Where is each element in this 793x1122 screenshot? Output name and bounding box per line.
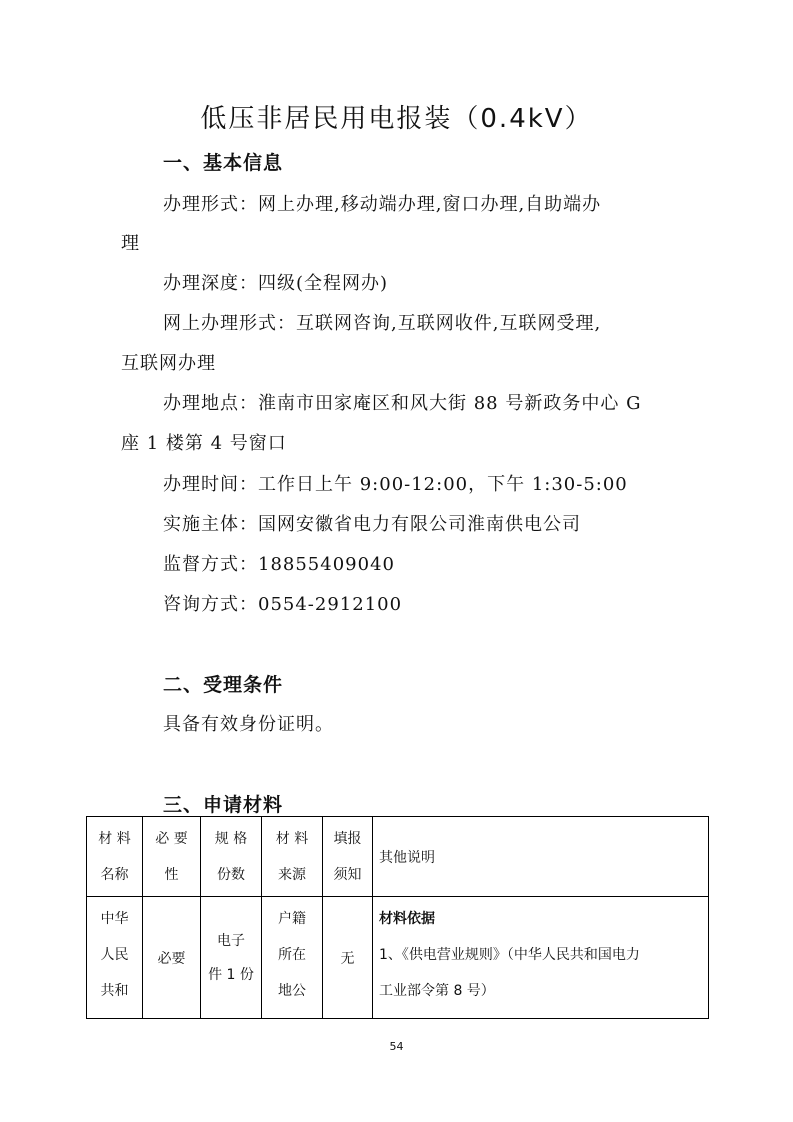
materials-table	[86, 816, 709, 1019]
cell-material-name: 中华 人民 共和	[87, 897, 143, 1019]
location-line2: 座 1 楼第 4 号窗口	[121, 433, 287, 454]
table-header-row	[87, 817, 709, 897]
cell-other-notes	[373, 897, 709, 1019]
cell-notice: 无	[323, 897, 373, 1019]
location-line1: 办理地点：淮南市田家庵区和风大街 88 号新政务中心 G	[163, 393, 642, 414]
table-row	[87, 897, 709, 1019]
header-material-name: 材 料 名称	[87, 817, 143, 897]
cell-required: 必要	[143, 897, 201, 1019]
header-spec: 规 格 份数	[201, 817, 262, 897]
handling-form-line2: 理	[121, 233, 140, 254]
header-other-notes: 其他说明	[373, 817, 709, 897]
consult-contact: 咨询方式：0554-2912100	[163, 594, 403, 615]
document-title: 低压非居民用电报装（0.4kV）	[200, 104, 593, 134]
supervision-contact: 监督方式：18855409040	[163, 554, 395, 575]
header-notice: 填报 须知	[323, 817, 373, 897]
material-basis-line1: 1、《供电营业规则》（中华人民共和国电力	[379, 947, 640, 963]
section-heading-conditions: 二、受理条件	[163, 674, 284, 696]
section-heading-basic-info: 一、基本信息	[163, 152, 284, 174]
material-basis-line2: 工业部令第 8 号）	[379, 983, 495, 999]
online-form-line2: 互联网办理	[121, 353, 216, 374]
section-heading-materials: 三、申请材料	[163, 794, 284, 816]
implementing-entity: 实施主体：国网安徽省电力有限公司淮南供电公司	[163, 514, 581, 535]
material-basis-title: 材料依据	[379, 911, 435, 927]
conditions-text: 具备有效身份证明。	[163, 714, 334, 735]
handling-form-line1: 办理形式：网上办理,移动端办理,窗口办理,自助端办	[163, 194, 602, 215]
header-source: 材 料 来源	[262, 817, 323, 897]
cell-spec: 电子 件 1 份	[201, 897, 262, 1019]
header-required: 必 要 性	[143, 817, 201, 897]
page-number: 54	[389, 1040, 404, 1053]
cell-source: 户籍 所在 地公	[262, 897, 323, 1019]
online-form-line1: 网上办理形式：互联网咨询,互联网收件,互联网受理,	[163, 313, 602, 334]
office-hours: 办理时间：工作日上午 9:00-12:00，下午 1:30-5:00	[163, 474, 628, 495]
handling-depth: 办理深度：四级(全程网办)	[163, 273, 389, 294]
